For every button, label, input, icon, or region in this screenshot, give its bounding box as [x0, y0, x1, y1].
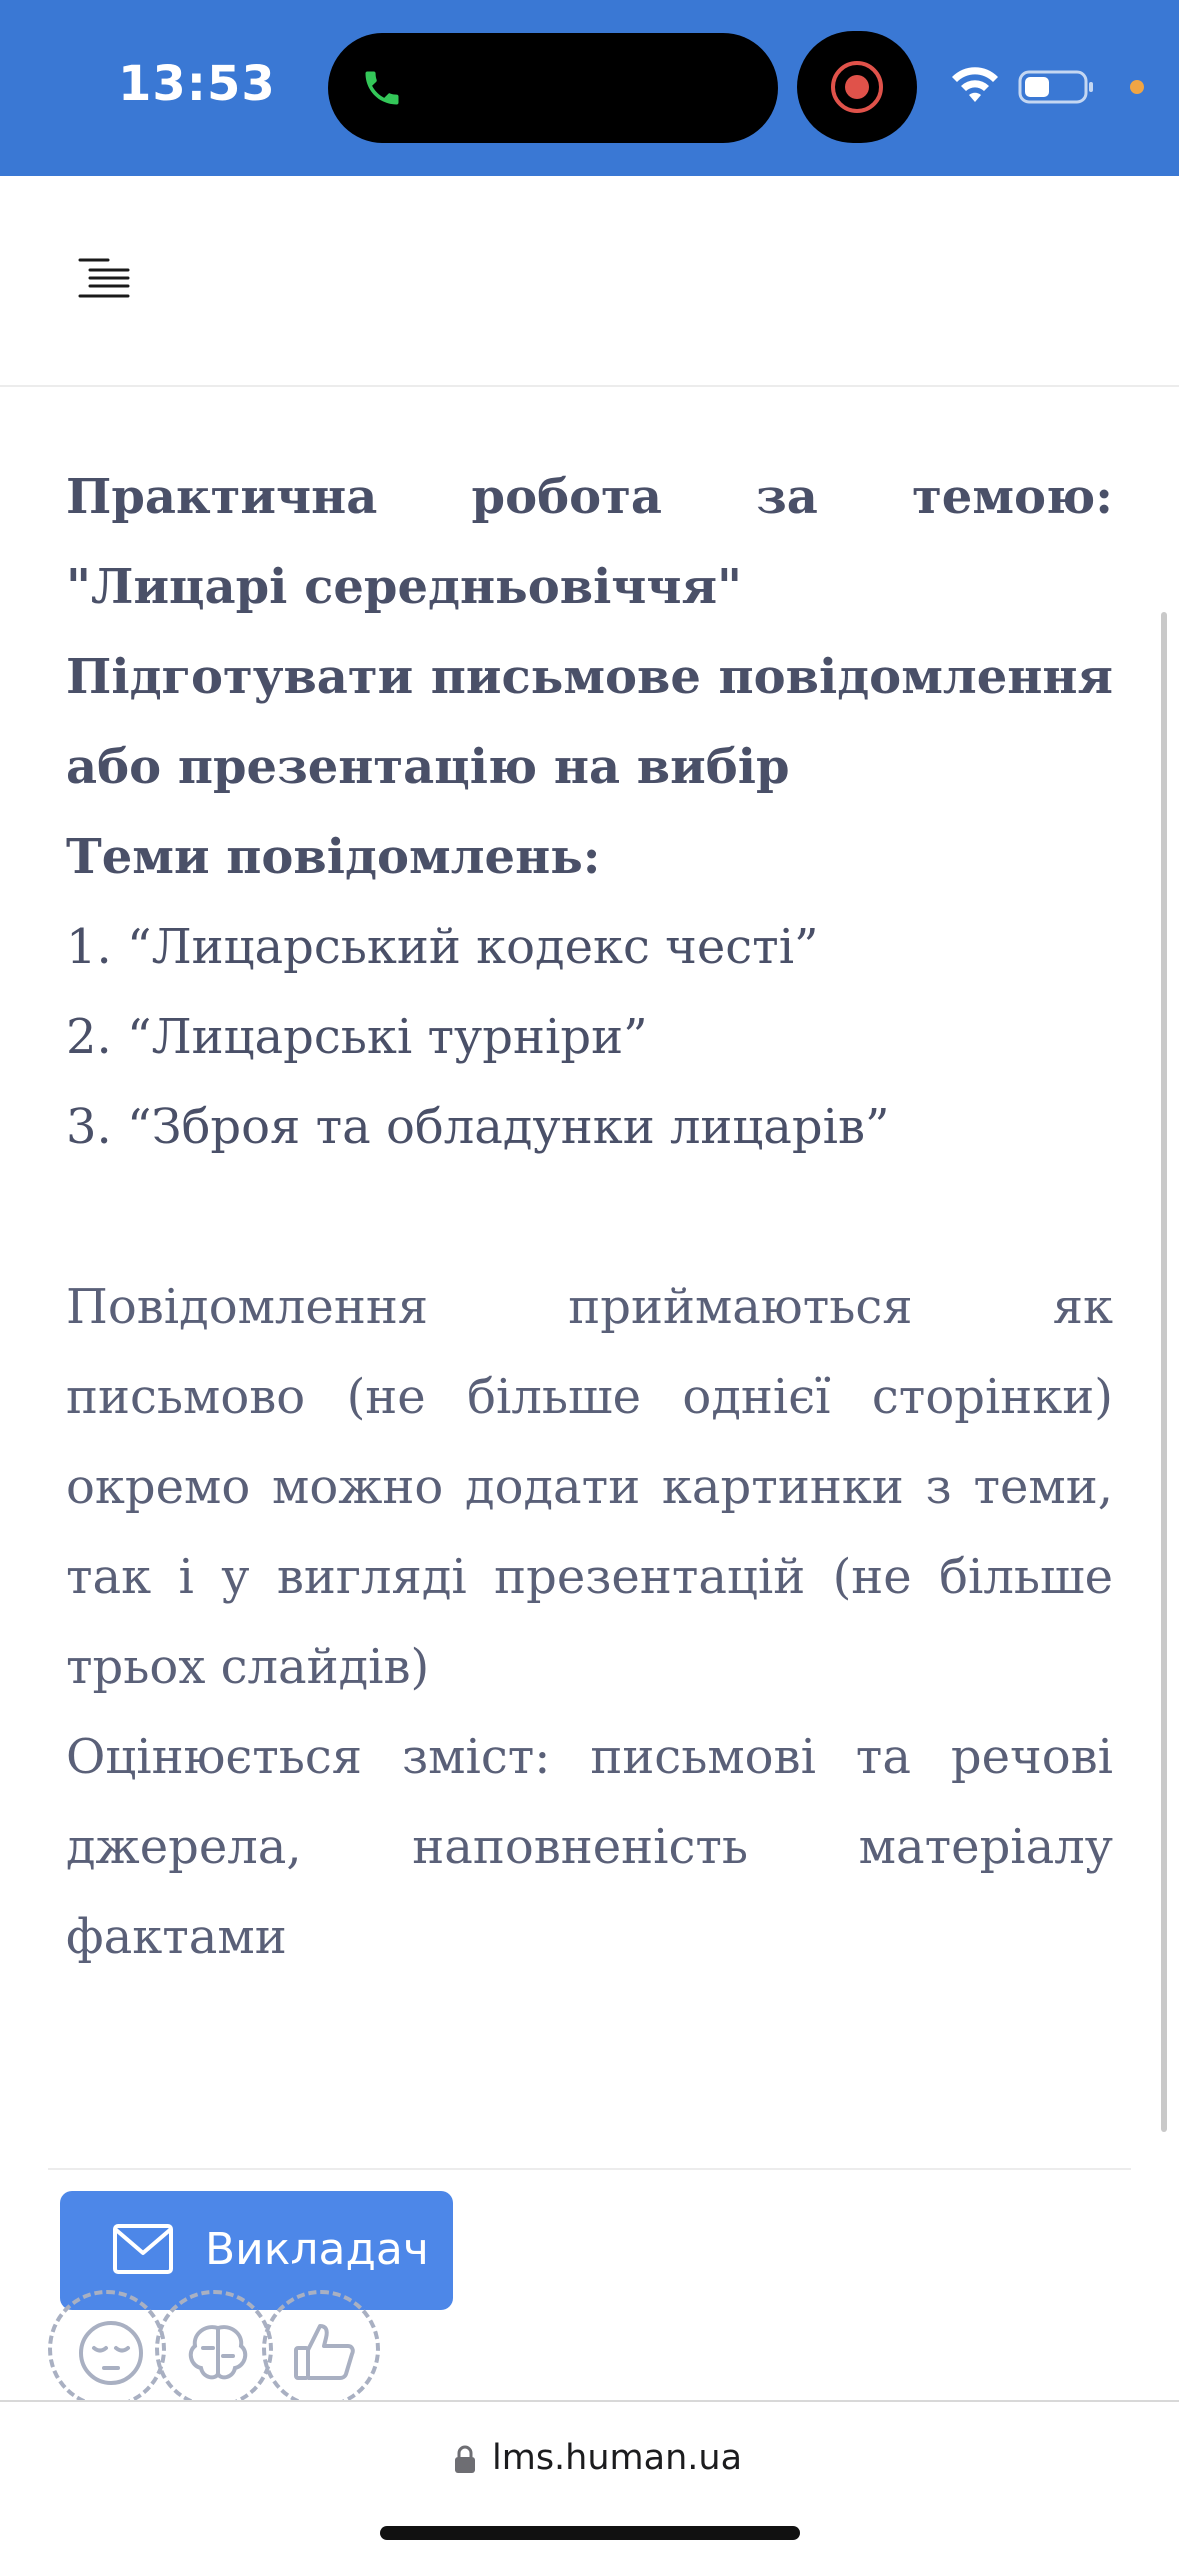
- scrollbar[interactable]: [1161, 612, 1167, 2132]
- url-address[interactable]: lms.human.ua: [492, 2438, 743, 2478]
- topic-item: 1. “Лицарський кодекс честі”: [66, 919, 819, 975]
- submission-note: Повідомлення приймаються як письмово (не більше однієї сторінки) окремо можно додати картинки з теми, так і у вигляді презентацій (не більше трьох слайдів): [66, 1279, 1113, 1695]
- sleepy-face-icon: [76, 2318, 146, 2388]
- battery-icon: [1018, 68, 1096, 106]
- paragraph-spacer: [66, 1172, 1113, 1262]
- grading-note: Оцінюється зміст: письмові та речові джерела, наповненість матеріалу фактами: [66, 1729, 1113, 1965]
- assignment-task: Підготувати письмове повідомлення або презентацію на вибір: [66, 649, 1113, 795]
- reaction-sleepy-button[interactable]: [48, 2290, 166, 2408]
- reaction-brain-button[interactable]: [155, 2290, 273, 2408]
- lock-icon: [454, 2444, 476, 2474]
- browser-bottom-bar: [0, 2400, 1179, 2558]
- screen-record-icon[interactable]: [829, 59, 885, 115]
- topic-item: 3. “Зброя та обладунки лицарів”: [66, 1099, 890, 1155]
- brain-icon: [183, 2318, 253, 2388]
- privacy-indicator-dot: [1130, 80, 1144, 94]
- assignment-heading: Практична робота за темою: "Лицарі середньовіччя": [66, 469, 1113, 615]
- content-divider: [48, 2168, 1131, 2170]
- thumbs-up-icon: [290, 2318, 360, 2388]
- assignment-content: [66, 452, 1113, 1982]
- teacher-button-label: Викладач: [205, 2224, 429, 2275]
- phone-icon[interactable]: [360, 66, 404, 110]
- mail-icon: [112, 2223, 174, 2275]
- status-time: 13:53: [118, 56, 276, 112]
- topics-title: Теми повідомлень:: [66, 829, 601, 885]
- status-bar: [0, 0, 1179, 176]
- page-header: [0, 176, 1179, 387]
- topic-item: 2. “Лицарські турніри”: [66, 1009, 648, 1065]
- home-indicator[interactable]: [380, 2526, 800, 2540]
- reaction-like-button[interactable]: [262, 2290, 380, 2408]
- menu-icon[interactable]: [76, 254, 132, 304]
- wifi-icon: [950, 66, 1000, 106]
